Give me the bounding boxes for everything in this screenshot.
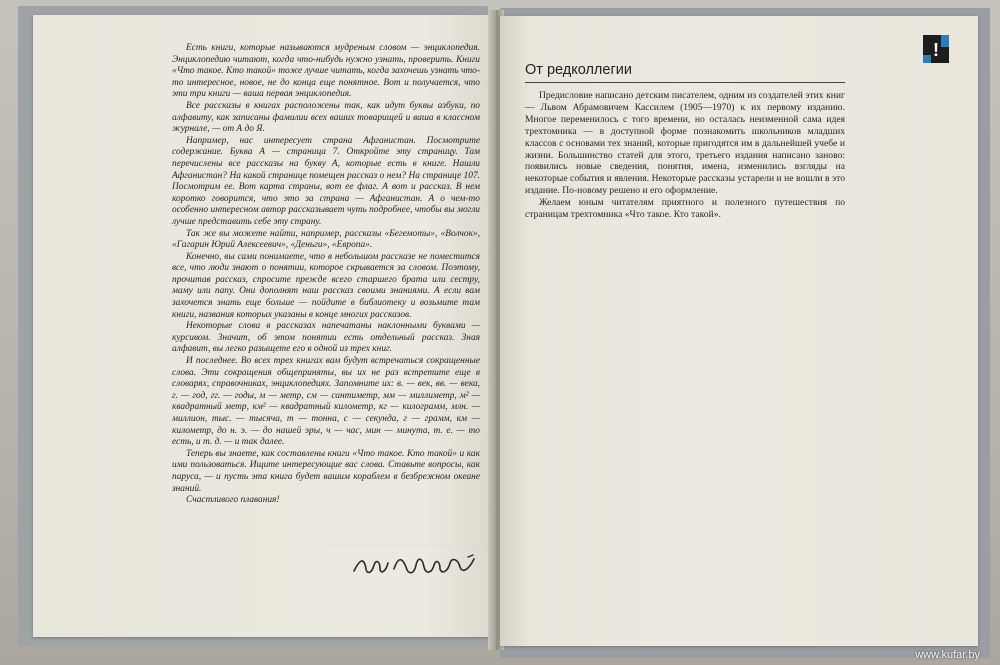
preface-paragraph: И последнее. Во всех трех книгах вам будут встречаться сокращенные слова. Эти сокращения общеприняты, вы их не раз встретите еще в словарях, справочниках, энциклопедиях. Запомните их: в. — век, вв. — века, г. — год, гг. — годы, м — метр, см — сантиметр, мм — миллиметр, м² — квадратный метр, км² — квадратный километр, кг — килограмм, млн. — миллион, тыс. — тысяча, т — тонна, с — секунда, г — грамм, км — километр, до н. э. — до нашей эры, ч — час, мин — минута, т. е. — то есть, и т. д. — и так далее. — [172, 356, 480, 448]
preface-paragraph: Все рассказы в книгах расположены так, как идут буквы азбуки, по алфавиту, как записаны фамилии всех ваших товарищей и ваша в классном журнале, — от А до Я. — [172, 100, 480, 135]
watermark-text: www.kufar.by — [915, 649, 980, 661]
editorial-note — [525, 62, 845, 221]
editorial-heading: От редколлегии — [525, 62, 845, 83]
editorial-paragraph: Желаем юным читателям приятного и полезного путешествия по страницам трехтомника «Что такое. Кто такой». — [525, 197, 845, 221]
preface-paragraph: Есть книги, которые называются мудреным словом — энциклопедия. Энциклопедию читают, когда что-нибудь нужно узнать, проверить. Книги «Что такое. Кто такой» тоже лучше читать, когда захочешь узнать что-то интересное, новое, не до конца еще понятное. Вот и получается, что эти три книги — ваша первая энциклопедия. — [172, 43, 480, 100]
preface-paragraph: Например, нас интересует страна Афганистан. Посмотрите содержание. Буква А — страница 7. Откройте эту страницу. Там перечислены все рассказы на букву А, которые есть в книге. Нашли Афганистан? На какой странице помещен рассказ о нем? На странице 107. Посмотрим ее. Вот карта страны, вот ее флаг. А вот и рассказ. В нем коротко говорится, что это за страна — Афганистан. А о чем-то особенно интересном автор рассказывает чуть подробнее, чтобы вы могли лучше представить себе эту страну. — [172, 135, 480, 227]
preface-text — [172, 43, 480, 507]
preface-paragraph: Так же вы можете найти, например, рассказы «Бегемоты», «Волчок», «Гагарин Юрий Алексеевич», «Деньги», «Европа». — [172, 228, 480, 251]
badge-glyph: ! — [933, 40, 939, 60]
preface-paragraph: Конечно, вы сами понимаете, что в небольшом рассказе не поместится все, что люди знают о понятии, которое скрывается за словом. Поэтому, прочитав рассказ, спросите прежде всего старшего брата или сестру, маму или папу. Они дополнят наш рассказ своими знаниями. А если вам захочется знать еще больше — пойдите в библиотеку и возьмите там книги, названия которых указаны в конце многих рассказов. — [172, 251, 480, 320]
editorial-text — [525, 90, 845, 221]
exclamation-badge-icon — [921, 33, 951, 65]
preface-paragraph: Некоторые слова в рассказах напечатаны наклонными буквами — курсивом. Значит, об этом понятии есть отдельный рассказ. Зная алфавит, вы легко разыщете его в одной из трех книг. — [172, 321, 480, 355]
preface-paragraph: Теперь вы знаете, как составлены книги «Что такое. Кто такой» и как ими пользоваться. Ищите интересующие вас слова. Ставьте вопросы, как паруса, — и пусть эта книга будет вашим кораблем в безбрежном океане знаний. — [172, 448, 480, 494]
editorial-paragraph: Предисловие написано детским писателем, одним из создателей этих книг — Львом Абрамовичем Кассилем (1905—1970) к их первому изданию. Многое переменилось с того времени, но осталась неизменной сама идея трехтомника — в доступной форме познакомить школьников младших классов с основами тех знаний, которые пригодятся им в дальнейшей учебе и жизни. Большинство статей для этого, третьего издания написано заново: появились новые сведения, понятия, имена, изменились взгляды на некоторые события и явления. Некоторые рассказы устарели и не вошли в это издание. По-новому решено и его оформление. — [525, 90, 845, 197]
signature-mark — [350, 545, 480, 585]
show-through-index-column — [855, 78, 955, 93]
preface-closing: Счастливого плавания! — [186, 495, 280, 506]
